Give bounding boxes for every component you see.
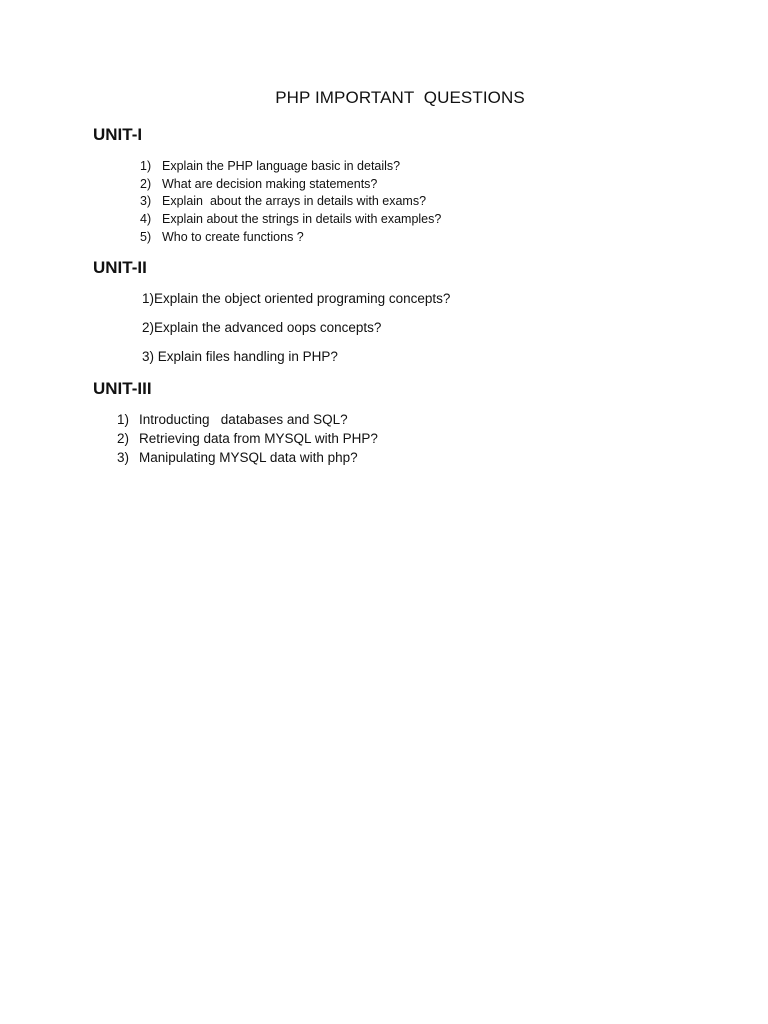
list-item <box>117 429 378 448</box>
list-item-number: 1) <box>140 159 152 173</box>
list-item-text: What are decision making statements? <box>162 176 378 191</box>
unit-heading-1: UNIT-I <box>93 125 143 144</box>
list-item-number: 4) <box>140 212 152 227</box>
list-item <box>140 176 378 194</box>
unit-1-question-list <box>140 158 442 246</box>
list-item <box>140 193 427 211</box>
list-item <box>117 448 358 467</box>
list-item-text: Explain the PHP language basic in details? <box>162 159 401 173</box>
unit-heading-3: UNIT-III <box>93 379 152 398</box>
list-item-number: 3) <box>140 194 152 209</box>
list-item-number: 1) <box>117 412 130 427</box>
list-item-text: Who to create functions ? <box>162 229 304 244</box>
list-item-number: 3) <box>117 450 130 465</box>
list-item <box>140 229 304 247</box>
list-item-number: 5) <box>140 229 152 244</box>
list-item-text: Explain about the arrays in details with exams? <box>162 194 427 209</box>
document-title: PHP IMPORTANT QUESTIONS <box>275 88 525 107</box>
unit-2-question-1: 1)Explain the object oriented programing concepts? <box>142 291 451 306</box>
unit-2-question-3: 3) Explain files handling in PHP? <box>142 349 338 364</box>
list-item <box>117 410 348 429</box>
list-item-text: Manipulating MYSQL data with php? <box>139 450 358 465</box>
list-item-text: Explain about the strings in details with examples? <box>162 212 442 227</box>
unit-heading-2: UNIT-II <box>93 258 147 277</box>
unit-2-question-2: 2)Explain the advanced oops concepts? <box>142 320 382 335</box>
list-item <box>140 158 401 176</box>
unit-3-question-list <box>117 410 378 467</box>
list-item-number: 2) <box>117 431 130 446</box>
list-item-text: Retrieving data from MYSQL with PHP? <box>139 431 378 446</box>
list-item-text: Introducting databases and SQL? <box>139 412 348 427</box>
list-item-number: 2) <box>140 176 152 191</box>
list-item <box>140 211 442 229</box>
